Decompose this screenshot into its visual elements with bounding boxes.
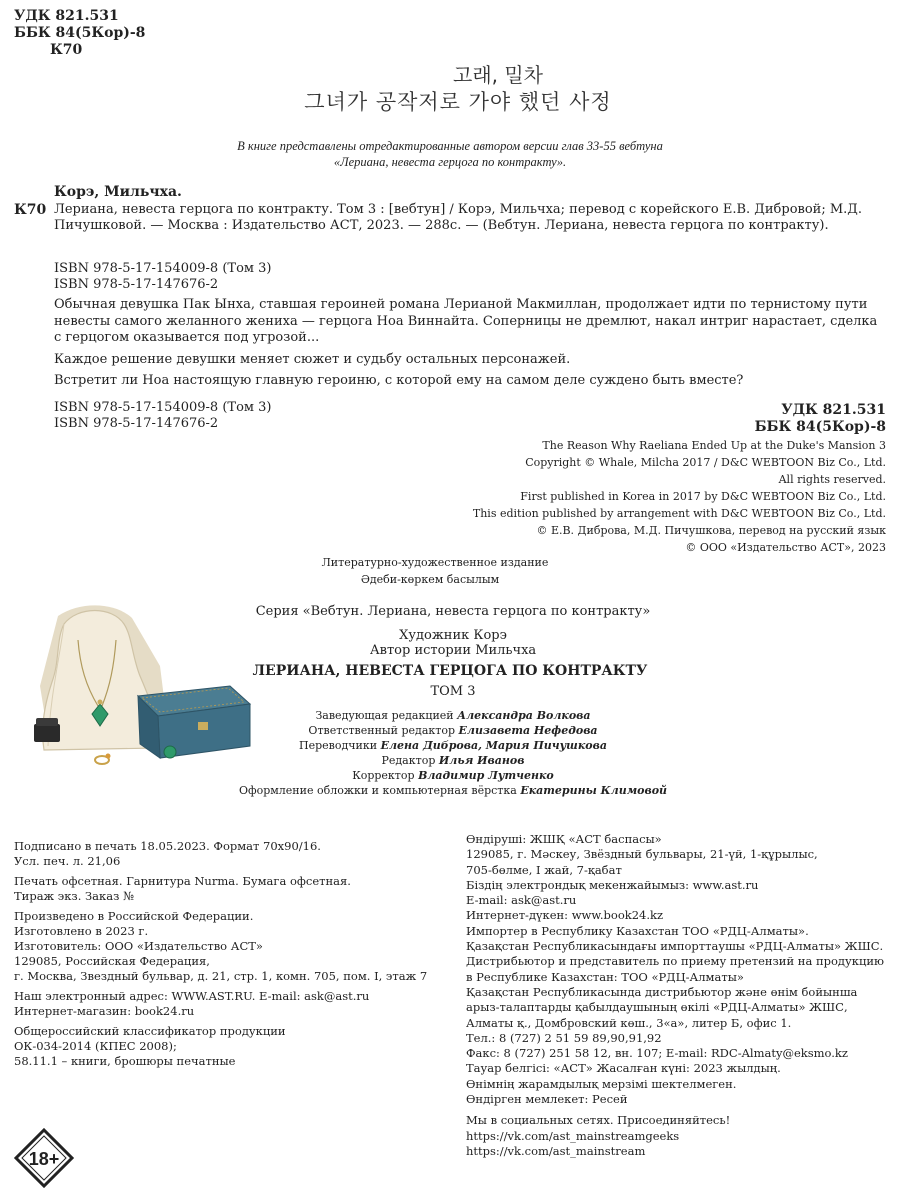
isbn-series: ISBN 978-5-17-147676-2 — [54, 277, 219, 292]
korean-book-title: 그녀가 공작저로 가야 했던 사정 — [304, 90, 612, 114]
kz-line: Өндірген мемлекет: Ресей — [466, 1092, 628, 1107]
credit-row: Корректор Владимир Лутченко — [352, 769, 554, 782]
age-rating-badge — [14, 1128, 74, 1188]
bbk-code-right: ББК 84(5Кор)-8 — [754, 419, 886, 435]
series-title: Серия «Вебтун. Лериана, невеста герцога по контракту» — [255, 604, 651, 619]
genre-kz: Әдеби-көркем басылым — [360, 573, 500, 586]
kz-line: Дистрибьютор и представитель по приему претензий на продукцию — [466, 954, 885, 969]
print-info-group — [14, 839, 454, 869]
print-info-group — [14, 874, 454, 904]
kz-line: Интернет-дүкен: www.book24.kz — [466, 908, 664, 923]
print-info-group — [14, 989, 454, 1019]
kz-line: Импортер в Республику Казахстан ТОО «РДЦ-Алматы». — [466, 923, 809, 938]
credit-row: Переводчики Елена Диброва, Мария Пичушкова — [299, 739, 607, 752]
social-link[interactable]: https://vk.com/ast_mainstream — [466, 1143, 646, 1158]
bib-author: Корэ, Мильчха. — [54, 184, 182, 200]
bib-record: Лериана, невеста герцога по контракту. Том 3 : [вебтун] / Корэ, Мильчха; перевод с корейского Е.В. Дибровой; М.Д. Пичушковой. — Москва : Издательство АСТ, 2023. — 288с. — (Вебтун. Лериана, невеста герцога по контракту). — [54, 202, 862, 233]
isbn-volume: ISBN 978-5-17-154009-8 (Том 3) — [54, 261, 272, 276]
udk-code-right: УДК 821.531 — [781, 402, 886, 418]
copyright-block — [473, 437, 886, 556]
kz-line: арыз-талаптарды қабылдаушының өкілі «РДЦ-Алматы» ЖШС, — [466, 1000, 848, 1015]
bib-code: К70 — [14, 202, 47, 218]
copyright-line: This edition published by arrangement with D&C WEBTOON Biz Co., Ltd. — [472, 507, 886, 520]
edition-note-line1: В книге представлены отредактированные автором версии глав 33-55 вебтуна — [237, 139, 663, 153]
kz-line: E-mail: ask@ast.ru — [466, 893, 577, 908]
print-line: Общероссийский классификатор продукции — [14, 1024, 286, 1038]
artist-credit: Художник Корэ — [399, 628, 507, 643]
korean-authors: 고래, 밀차 — [453, 63, 543, 87]
book-title: ЛЕРИАНА, НЕВЕСТА ГЕРЦОГА ПО КОНТРАКТУ — [252, 663, 648, 679]
kz-line: Алматы қ., Домбровский көш., 3«а», литер Б, офис 1. — [466, 1015, 792, 1030]
author-sign-code: К70 — [50, 42, 83, 58]
edition-note — [150, 138, 750, 170]
annotation-para2: Каждое решение девушки меняет сюжет и судьбу остальных персонажей. — [54, 351, 571, 367]
isbn-volume-2: ISBN 978-5-17-154009-8 (Том 3) — [54, 400, 272, 415]
copyright-line: First published in Korea in 2017 by D&C WEBTOON Biz Co., Ltd. — [520, 490, 886, 503]
print-line: Произведено в Российской Федерации. — [14, 909, 254, 923]
copyright-line: Copyright © Whale, Milcha 2017 / D&C WEBTOON Biz Co., Ltd. — [525, 456, 886, 469]
print-line: 129085, Российская Федерация, — [14, 954, 210, 968]
korean-title — [0, 62, 906, 116]
kz-line: в Республике Казахстан: ТОО «РДЦ-Алматы» — [466, 969, 744, 984]
kz-line: Өнімнің жарамдылық мерзімі шектелмеген. — [466, 1076, 737, 1091]
print-line: ОК-034-2014 (КПЕС 2008); — [14, 1039, 177, 1053]
classification-block — [14, 8, 145, 59]
story-author-credit: Автор истории Мильчха — [369, 643, 537, 658]
print-line: Усл. печ. л. 21,06 — [14, 854, 121, 868]
volume-number: ТОМ 3 — [430, 684, 476, 699]
print-line: Наш электронный адрес: WWW.AST.RU. E-mail: ask@ast.ru — [14, 989, 370, 1003]
copyright-line: All rights reserved. — [778, 473, 886, 486]
print-line: г. Москва, Звездный бульвар, д. 21, стр. 1, комн. 705, пом. I, этаж 7 — [14, 969, 428, 983]
kz-line: Тел.: 8 (727) 2 51 59 89,90,91,92 — [466, 1030, 662, 1045]
kz-info — [466, 832, 896, 1159]
genre-ru: Литературно-художественное издание — [321, 556, 549, 569]
credit-row: Ответственный редактор Елизавета Нефедова — [308, 724, 598, 737]
print-line: Печать офсетная. Гарнитура Nurma. Бумага офсетная. — [14, 874, 351, 888]
udk-code: УДК 821.531 — [14, 8, 119, 24]
print-line: Интернет-магазин: book24.ru — [14, 1004, 195, 1018]
print-line: Тираж экз. Заказ № — [14, 889, 134, 903]
kz-line: Өндіруші: ЖШҚ «АСТ баспасы» — [466, 832, 662, 846]
annotation-para3: Встретит ли Ноа настоящую главную героиню, с которой ему на самом деле суждено быть вместе? — [54, 373, 744, 388]
print-info-group — [14, 1024, 454, 1069]
annotation — [54, 297, 884, 395]
editorial-credits — [0, 708, 906, 798]
kz-line: Қазақстан Республикасындағы импорттаушы «РДЦ-Алматы» ЖШС. — [466, 939, 884, 954]
kz-line: Біздің электрондық мекенжайымыз: www.ast.ru — [466, 877, 759, 892]
edition-note-line2: «Лериана, невеста герцога по контракту». — [333, 155, 567, 169]
print-info-group — [14, 909, 454, 984]
credit-row: Оформление обложки и компьютерная вёрстка Екатерины Климовой — [238, 784, 668, 797]
print-line: Изготовлено в 2023 г. — [14, 924, 149, 938]
classification-right — [755, 402, 886, 436]
print-info — [14, 839, 454, 1074]
print-line: Изготовитель: ООО «Издательство АСТ» — [14, 939, 263, 953]
kz-line: 129085, г. Мәскеу, Звёздный бульвары, 21-үй, 1-құрылыс, — [466, 847, 818, 862]
copyright-line: The Reason Why Raeliana Ended Up at the Duke's Mansion 3 — [542, 439, 886, 452]
isbn-series-2: ISBN 978-5-17-147676-2 — [54, 416, 219, 431]
kz-line: Қазақстан Республикасында дистрибьютор және өнім бойынша — [466, 984, 858, 999]
kz-line: Тауар белгісі: «АСТ» Жасалған күні: 2023 жылдың. — [466, 1061, 781, 1076]
isbn-block-2 — [54, 400, 271, 432]
social-link[interactable]: https://vk.com/ast_mainstreamgeeks — [466, 1128, 680, 1143]
print-line: Подписано в печать 18.05.2023. Формат 70x90/16. — [14, 839, 321, 853]
credit-row: Заведующая редакцией Александра Волкова — [315, 709, 591, 722]
social-heading: Мы в социальных сетях. Присоединяйтесь! — [466, 1113, 731, 1128]
kz-line: Факс: 8 (727) 251 58 12, вн. 107; E-mail: RDC-Almaty@eksmo.kz — [466, 1046, 848, 1061]
print-line: 58.11.1 – книги, брошюры печатные — [14, 1054, 236, 1068]
annotation-para1: Обычная девушка Пак Ынха, ставшая героиней романа Лерианой Макмиллан, продолжает идти по тернистому пути невесты самого желанного жениха — герцога Ноа Виннайта. Соперницы не дремлют, накал интриг нарастает, сделка с герцогом оказывается под угрозой... — [54, 297, 878, 345]
age-rating-text: 18+ — [28, 1149, 60, 1169]
bbk-code: ББК 84(5Кор)-8 — [14, 25, 146, 41]
kz-line: 705-бөлме, I жай, 7-қабат — [466, 862, 622, 877]
isbn-block — [54, 261, 271, 293]
copyright-line: © Е.В. Диброва, М.Д. Пичушкова, перевод на русский язык — [536, 524, 886, 537]
credit-row: Редактор Илья Иванов — [381, 754, 525, 767]
copyright-line: © ООО «Издательство АСТ», 2023 — [685, 541, 886, 554]
